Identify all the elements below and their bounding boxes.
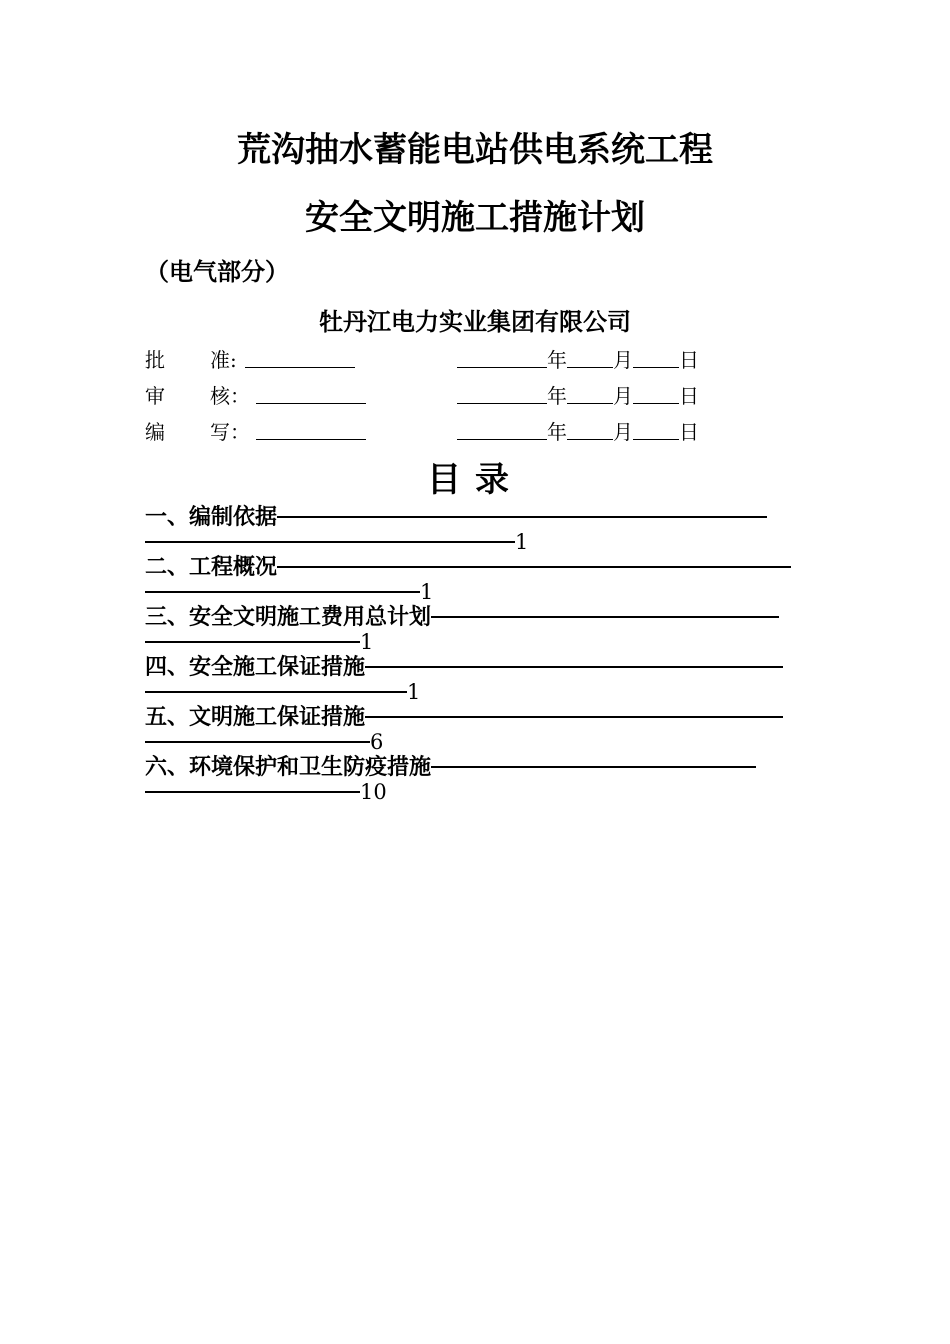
signature-blank[interactable] [245, 345, 355, 368]
toc-leader [145, 691, 407, 693]
signature-role-char: 核： [210, 384, 250, 408]
signature-blank[interactable] [256, 417, 366, 440]
month-label: 月 [613, 420, 633, 444]
toc-page-number: 1 [515, 530, 529, 554]
signature-role-char: 写： [210, 420, 250, 444]
signature-date [457, 381, 699, 411]
toc-leader [277, 516, 767, 518]
company-name: 牡丹江电力实业集团有限公司 [319, 307, 631, 336]
signature-role-char: 编 [145, 420, 165, 444]
toc-entry-label: 六、环境保护和卫生防疫措施 [145, 754, 432, 780]
signature-role-char: 批 [145, 348, 165, 372]
toc-entry-label: 一、编制依据 [145, 504, 278, 530]
toc-entry-label: 五、文明施工保证措施 [145, 704, 366, 730]
signature-row-compile [145, 417, 745, 447]
signature-role-char: 审 [145, 384, 165, 408]
toc-leader [365, 716, 783, 718]
day-blank[interactable] [633, 345, 679, 368]
signature-row-review [145, 381, 745, 411]
toc-page-number: 1 [420, 580, 434, 604]
toc-leader [145, 641, 360, 643]
month-blank[interactable] [567, 345, 613, 368]
month-label: 月 [613, 384, 633, 408]
toc-entry-label: 二、工程概况 [145, 554, 278, 580]
year-label: 年 [547, 348, 567, 372]
toc-leader [145, 541, 515, 543]
year-blank[interactable] [457, 345, 547, 368]
year-label: 年 [547, 384, 567, 408]
signature-date [457, 345, 699, 375]
toc-leader [431, 766, 756, 768]
signature-role [145, 417, 250, 447]
year-blank[interactable] [457, 381, 547, 404]
toc-leader [145, 791, 360, 793]
section-part-label: （电气部分） [145, 257, 289, 286]
year-label: 年 [547, 420, 567, 444]
month-blank[interactable] [567, 381, 613, 404]
toc-entry-label: 四、安全施工保证措施 [145, 654, 366, 680]
signature-role-char: 准: [210, 348, 237, 372]
toc-leader [431, 616, 779, 618]
signature-date [457, 417, 699, 447]
month-blank[interactable] [567, 417, 613, 440]
signature-blank[interactable] [256, 381, 366, 404]
signature-role [145, 345, 237, 375]
toc-entry-label: 三、安全文明施工费用总计划 [145, 604, 432, 630]
toc-leader [365, 666, 783, 668]
day-label: 日 [679, 420, 699, 444]
document-title-line1: 荒沟抽水蓄能电站供电系统工程 [237, 130, 713, 170]
toc-leader [145, 741, 370, 743]
toc-leader [277, 566, 791, 568]
month-label: 月 [613, 348, 633, 372]
signature-row-approve [145, 345, 745, 375]
day-blank[interactable] [633, 381, 679, 404]
document-title-line2: 安全文明施工措施计划 [305, 198, 645, 238]
toc-page-number: 1 [360, 630, 374, 654]
day-blank[interactable] [633, 417, 679, 440]
day-label: 日 [679, 348, 699, 372]
day-label: 日 [679, 384, 699, 408]
toc-title: 目录 [427, 460, 523, 500]
signature-role [145, 381, 250, 411]
toc-page-number: 10 [360, 780, 387, 804]
toc-leader [145, 591, 420, 593]
year-blank[interactable] [457, 417, 547, 440]
toc-page-number: 6 [370, 730, 384, 754]
toc-page-number: 1 [407, 680, 421, 704]
